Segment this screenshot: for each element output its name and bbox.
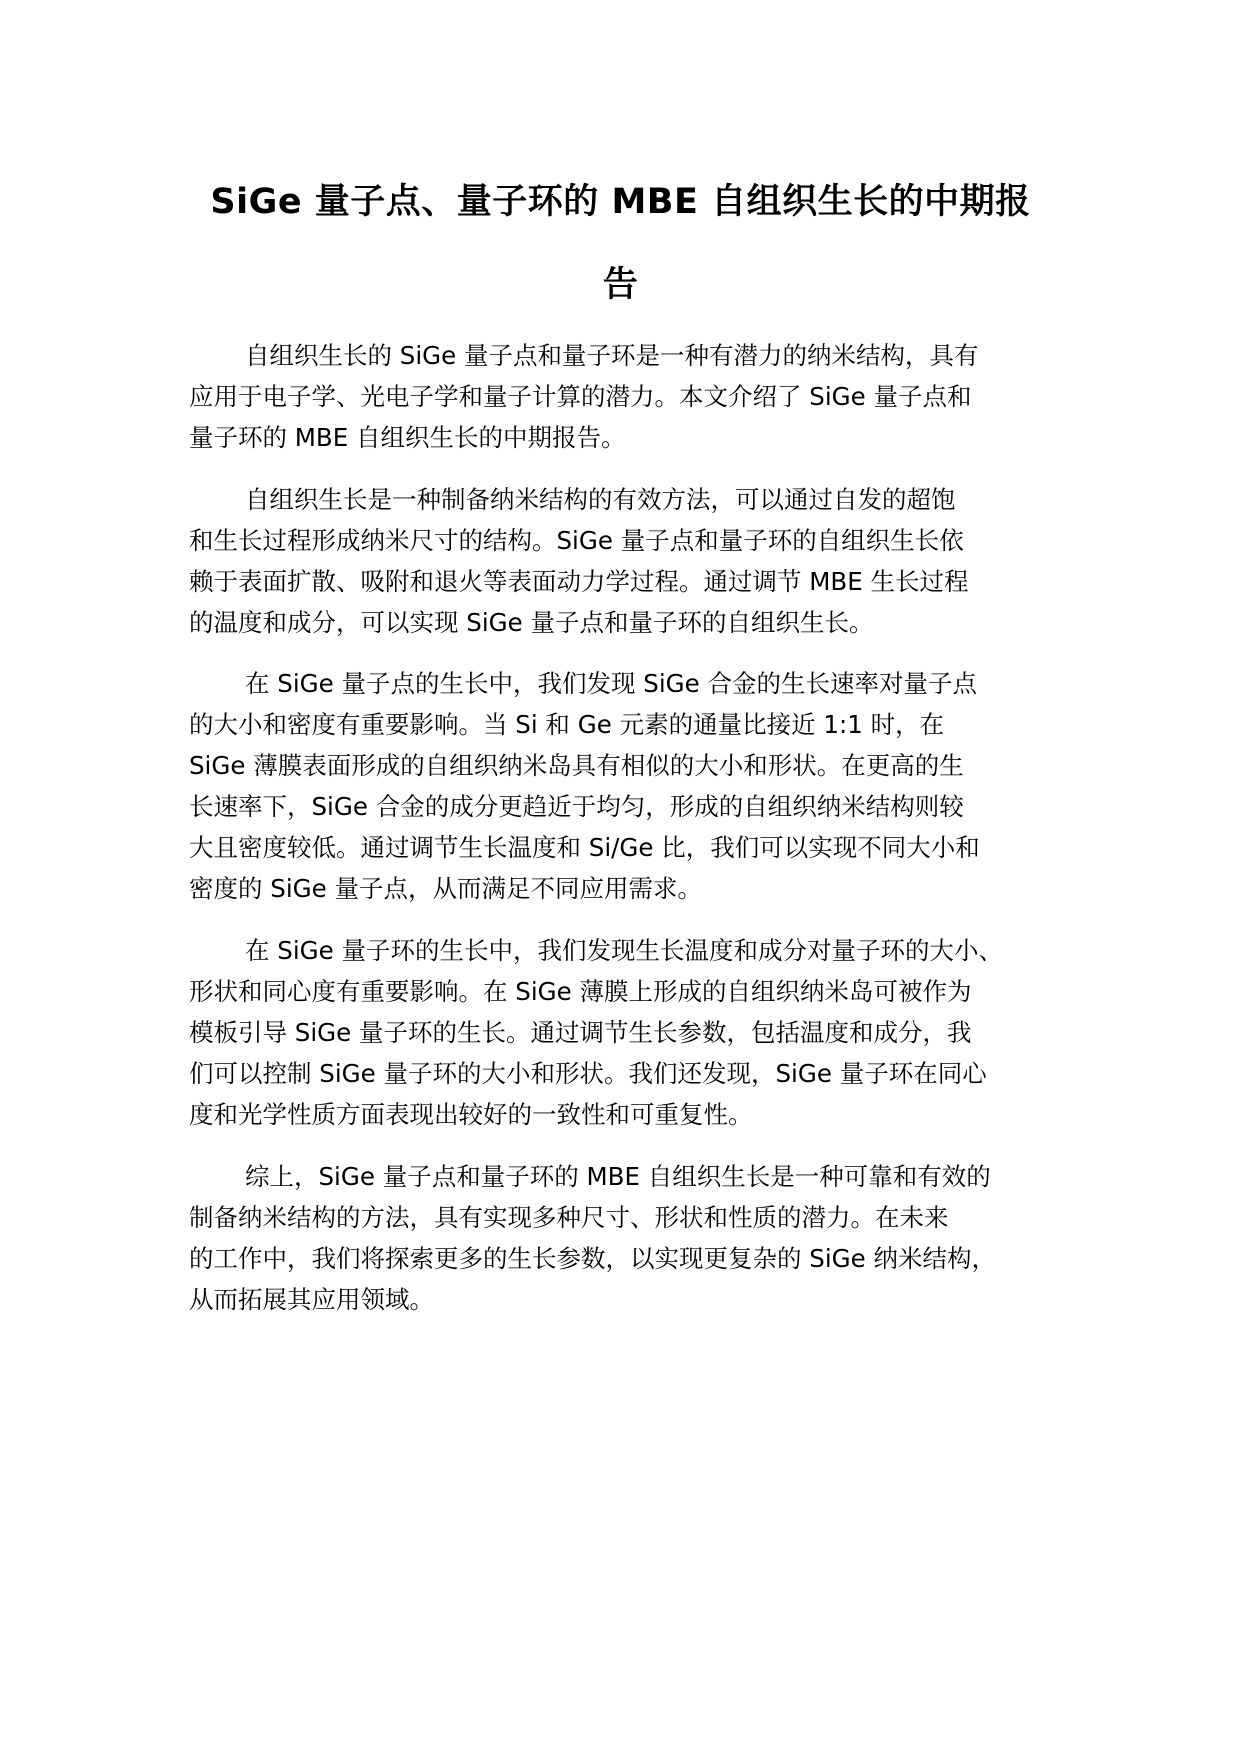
paragraph-4-line-4: 们可以控制 SiGe 量子环的大小和形状。我们还发现，SiGe 量子环在同心	[189, 1059, 987, 1088]
paragraph-5-line-1: 综上，SiGe 量子点和量子环的 MBE 自组织生长是一种可靠和有效的	[245, 1162, 991, 1191]
paragraph-2-line-2: 和生长过程形成纳米尺寸的结构。SiGe 量子点和量子环的自组织生长依	[189, 526, 964, 555]
paragraph-4-line-1: 在 SiGe 量子环的生长中，我们发现生长温度和成分对量子环的大小、	[245, 936, 1003, 965]
paragraph-3-line-4: 长速率下，SiGe 合金的成分更趋近于均匀，形成的自组织纳米结构则较	[189, 792, 964, 821]
paragraph-4-line-2: 形状和同心度有重要影响。在 SiGe 薄膜上形成的自组织纳米岛可被作为	[189, 977, 972, 1006]
title-line-1: SiGe 量子点、量子环的 MBE 自组织生长的中期报	[210, 182, 1031, 222]
paragraph-1-line-2: 应用于电子学、光电子学和量子计算的潜力。本文介绍了 SiGe 量子点和	[189, 382, 972, 411]
paragraph-5-line-4: 从而拓展其应用领域。	[189, 1285, 434, 1314]
paragraph-2-line-4: 的温度和成分，可以实现 SiGe 量子点和量子环的自组织生长。	[189, 608, 874, 637]
paragraph-5-line-2: 制备纳米结构的方法，具有实现多种尺寸、形状和性质的潜力。在未来	[189, 1203, 949, 1232]
paragraph-3-line-3: SiGe 薄膜表面形成的自组织纳米岛具有相似的大小和形状。在更高的生	[189, 751, 964, 780]
paragraph-2-line-1: 自组织生长是一种制备纳米结构的有效方法，可以通过自发的超饱	[245, 485, 956, 514]
paragraph-3-line-2: 的大小和密度有重要影响。当 Si 和 Ge 元素的通量比接近 1:1 时，在	[189, 710, 945, 739]
paragraph-1-line-1: 自组织生长的 SiGe 量子点和量子环是一种有潜力的纳米结构，具有	[245, 341, 979, 370]
paragraph-3-line-5: 大且密度较低。通过调节生长温度和 Si/Ge 比，我们可以实现不同大小和	[189, 833, 980, 862]
paragraph-3-line-1: 在 SiGe 量子点的生长中，我们发现 SiGe 合金的生长速率对量子点	[245, 669, 977, 698]
paragraph-5-line-3: 的工作中，我们将探索更多的生长参数，以实现更复杂的 SiGe 纳米结构，	[189, 1244, 996, 1273]
paragraph-1-line-3: 量子环的 MBE 自组织生长的中期报告。	[189, 423, 626, 452]
paragraph-4-line-3: 模板引导 SiGe 量子环的生长。通过调节生长参数，包括温度和成分，我	[189, 1018, 972, 1047]
paragraph-4-line-5: 度和光学性质方面表现出较好的一致性和可重复性。	[189, 1100, 753, 1129]
paragraph-3-line-6: 密度的 SiGe 量子点，从而满足不同应用需求。	[189, 874, 702, 903]
paragraph-2-line-3: 赖于表面扩散、吸附和退火等表面动力学过程。通过调节 MBE 生长过程	[189, 567, 969, 596]
title-line-2: 告	[602, 265, 639, 305]
